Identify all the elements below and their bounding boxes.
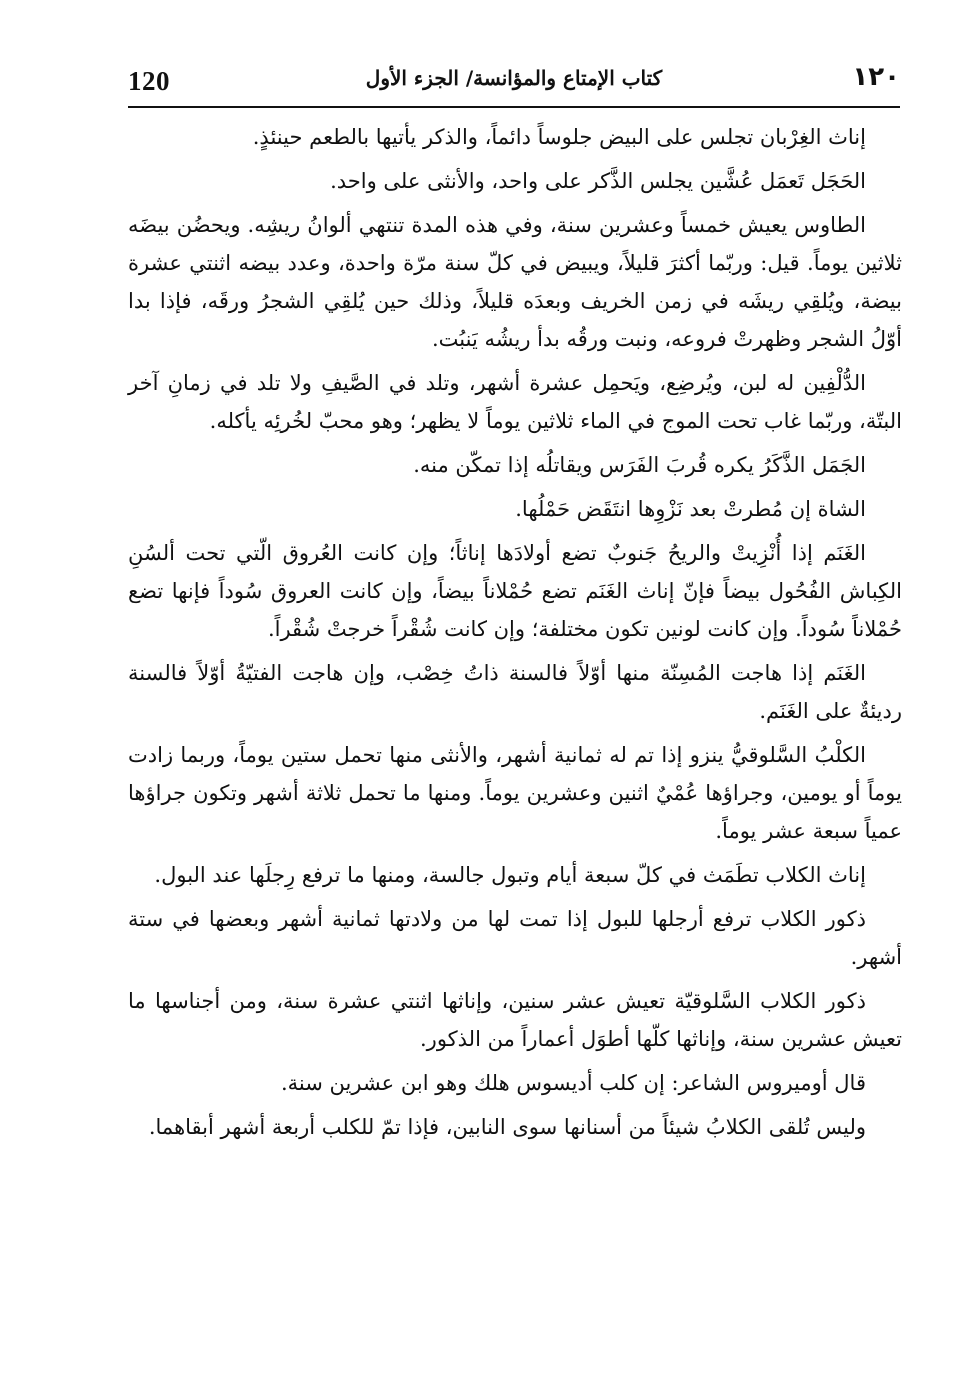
page-number-latin: 120 [128,66,170,96]
paragraph-saluki-lifespan: ذكور الكلاب السَّلوقيّة تعيش عشر سنين، وإناثها اثنتي عشرة سنة، ومن أجناسها ما تعيش عشرين سنة، وإناثها كلّها أطوَل أعماراً من الذكور. [128,989,902,1051]
paragraph-ewe: الشاة إن مُطرتْ بعد نَزْوِها انتَقَض حَمْلُها. [515,497,866,521]
paragraph-female-dogs: إناث الكلاب تطَمَث في كلّ سبعة أيام وتبول جالسة، ومنها ما ترفع رِجلَها عند البول. [154,863,866,887]
running-title: كتاب الإمتاع والمؤانسة/ الجزء الأول [365,66,663,90]
page-header [128,62,900,102]
header-rule [128,106,900,108]
paragraph-sheep-season: الغَنَم إذا هاجت المُسِنّة منها أوّلاً فالسنة ذاتُ خِصْب، وإن هاجت الفتيّةُ أوّلاً فالسنة رديئةٌ على الغَنَم. [128,661,902,723]
paragraph-homer-quote: قال أوميروس الشاعر: إن كلب أديسوس هلك وهو ابن عشرين سنة. [280,1071,866,1095]
paragraph-sheep-wind: الغَنَم إذا أُنْزِيتْ والريحُ جَنوبٌ تضع أولادَها إناثاً؛ وإن كانت العُروق الّتي تحت ألسُنِ الكِباش الفُحُول بيضاً فإنّ إناث الغَنَم تضع حُمْلاناً بيضاً، وإن كانت العروق سُوداً فإنها تضع حُمْلاناً سُوداً. وإن كانت لونين تكون مختلفة؛ وإن كانت شُقْراً خرجتْ شُقْراً. [128,541,902,641]
paragraph-dolphin: الدُّلْفِين له لبن، ويُرضِع، ويَحمِل عشرة أشهر، وتلد في الصَّيفِ ولا تلد في زمانِ آخر البتّة، وربّما غاب تحت الموج في الماء ثلاثين يوماً لا يظهر؛ وهو محبّ لخُرئِه يأكله. [128,371,902,433]
paragraph-partridge: الحَجَل تَعمَل عُشَّين يجلس الذَّكر على واحد، والأنثى على واحد. [330,169,866,193]
paragraph-dog-teeth: وليس تُلقى الكلابُ شيئاً من أسنانها سوى النابين، فإذا تمّ للكلب أربعة أشهر أبقاهما. [148,1115,866,1139]
paragraph-camel: الجَمَل الذَّكَرُ يكره قُربَ الفَرَس ويقاتلُه إذا تمكّن منه. [413,453,866,477]
paragraph-crows: إناث الغِرْبان تجلس على البيض جلوساً دائماً، والذكر يأتيها بالطعم حينئذٍ. [252,125,866,149]
paragraph-saluki-dog: الكلْبُ السَّلوقيُّ ينزو إذا تم له ثمانية أشهر، والأنثى منها تحمل ستين يوماً، وربما زادت يوماً أو يومين، وجراؤها عُمْيٌ اثنين وعشرين يوماً. ومنها ما تحمل ثلاثة أشهر وتكون جراؤها عمياً سبعة عشر يوماً. [128,743,902,843]
page-number-arabic: ١٢٠ [852,62,900,92]
paragraph-male-dogs: ذكور الكلاب ترفع أرجلها للبول إذا تمت لها من ولادتها ثمانية أشهر وبعضها في ستة أشهر. [128,907,902,969]
page-body [128,118,902,1152]
paragraph-peacock: الطاوس يعيش خمساً وعشرين سنة، وفي هذه المدة تنتهي ألوانُ ريشِه. ويحضُن بيضَه ثلاثين يوماً. قيل: وربّما أكثرَ قليلاً، ويبيض في كلّ سنة مرّة واحدة، وعدد بيضه اثنتي عشرة بيضة، ويُلقِي ريشَه في زمن الخريف وبعدَه قليلاً، وذلك حين يُلقِي الشجرُ ورقَه، فإذا بدا أوّلُ الشجر وظهرتْ فروعه، ونبت ورقُه بدأ ريشُه يَنبُت. [128,213,902,351]
